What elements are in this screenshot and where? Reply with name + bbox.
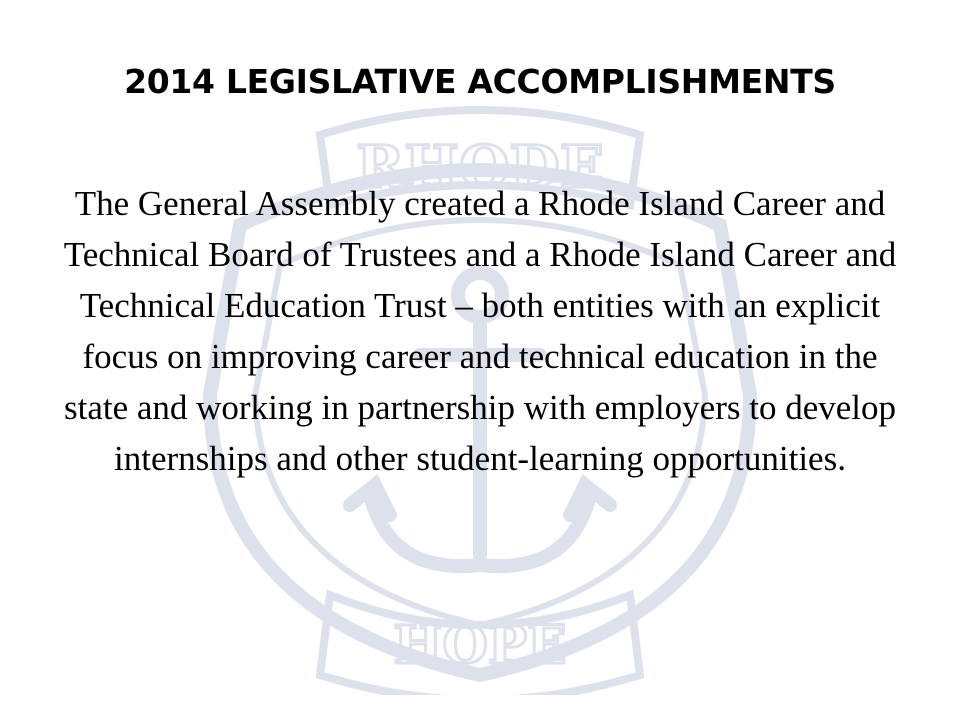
watermark-bottom-text: HOPE [393, 615, 567, 676]
slide-title: 2014 LEGISLATIVE ACCOMPLISHMENTS [124, 62, 836, 101]
watermark-top-text: RHODE [355, 133, 605, 201]
slide-body-text: The General Assembly created a Rhode Island Career and Technical Board of Trustees and a Rhode Island Career and Technical Education Trust – both entities with an explicit focus on improving career and technical education in the state and working in partnership with employers to develop internships and other student-learning opportunities. [63, 184, 897, 478]
